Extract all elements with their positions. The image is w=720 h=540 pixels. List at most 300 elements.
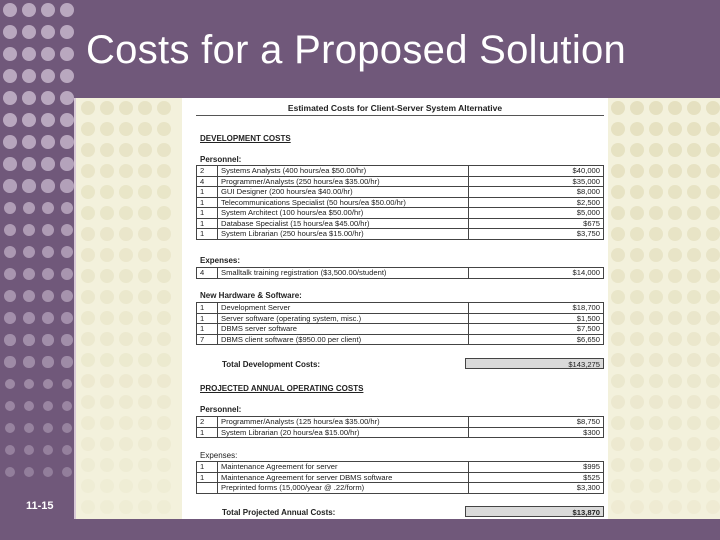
decor-dot: [157, 227, 171, 241]
decor-dot: [668, 416, 682, 430]
decor-dot: [630, 353, 644, 367]
decor-dot: [138, 185, 152, 199]
decor-dot: [60, 69, 74, 83]
cost-row: [197, 166, 604, 177]
decor-dot: [157, 332, 171, 346]
cost-description: Telecommunications Specialist (50 hours/ea $50.00/hr): [218, 197, 469, 208]
decor-dot: [41, 47, 55, 61]
cost-description: System Architect (100 hours/ea $50.00/hr): [218, 208, 469, 219]
decor-dot: [100, 164, 114, 178]
decor-dot: [649, 353, 663, 367]
decor-dot: [42, 290, 54, 302]
decor-dot: [81, 374, 95, 388]
decor-dot: [706, 227, 720, 241]
op-expenses-label: Expenses:: [200, 451, 238, 460]
decor-dot: [649, 101, 663, 115]
cost-qty: 4: [197, 176, 218, 187]
decor-dot: [706, 458, 720, 472]
cost-row: [197, 197, 604, 208]
decor-dot: [3, 179, 16, 192]
decor-dot: [649, 206, 663, 220]
decor-dot: [138, 206, 152, 220]
op-total-value: $13,870: [465, 506, 604, 517]
decor-dot: [81, 122, 95, 136]
decor-dot: [611, 101, 625, 115]
cost-qty: 2: [197, 166, 218, 177]
decor-dot: [668, 311, 682, 325]
decor-dot: [649, 500, 663, 514]
decor-dot: [157, 416, 171, 430]
cost-qty: 2: [197, 417, 218, 428]
decor-dot: [706, 248, 720, 262]
decor-dot: [630, 395, 644, 409]
decor-dot: [138, 479, 152, 493]
cost-row: [197, 187, 604, 198]
cost-qty: [197, 483, 218, 494]
decor-dot: [22, 25, 36, 39]
decor-dot: [630, 101, 644, 115]
decor-dot: [649, 269, 663, 283]
cost-row: [197, 472, 604, 483]
cost-row: [197, 324, 604, 335]
decor-dot: [687, 269, 701, 283]
decor-dot: [61, 356, 72, 367]
cost-qty: 7: [197, 334, 218, 345]
decor-dot: [81, 206, 95, 220]
decor-dot: [5, 467, 15, 477]
cost-description: System Librarian (20 hours/ea $15.00/hr): [218, 427, 469, 438]
decor-dot: [668, 500, 682, 514]
decor-dot: [119, 437, 133, 451]
decor-dot: [687, 227, 701, 241]
decor-dot: [668, 437, 682, 451]
decor-dot: [41, 113, 55, 127]
decor-dot: [119, 143, 133, 157]
decor-dot: [81, 479, 95, 493]
decor-dot: [100, 374, 114, 388]
cost-description: Smalltalk training registration ($3,500.00/student): [218, 268, 469, 279]
decor-dot: [611, 122, 625, 136]
decor-dot: [630, 479, 644, 493]
decor-dot: [81, 332, 95, 346]
decor-dot: [706, 101, 720, 115]
decor-dot: [687, 290, 701, 304]
decor-dot: [687, 311, 701, 325]
decor-dot: [62, 467, 72, 477]
decor-dot: [119, 458, 133, 472]
decor-dot: [81, 311, 95, 325]
decor-dot: [119, 185, 133, 199]
decor-dot: [687, 164, 701, 178]
decor-dot: [100, 122, 114, 136]
decor-dot: [630, 500, 644, 514]
decor-dot: [611, 437, 625, 451]
decor-dot: [4, 290, 16, 302]
decor-dot: [119, 311, 133, 325]
cost-description: DBMS server software: [218, 324, 469, 335]
decor-dot: [3, 47, 17, 61]
decor-dot: [100, 353, 114, 367]
decor-dot: [100, 101, 114, 115]
decor-dot: [706, 416, 720, 430]
decor-dot: [687, 332, 701, 346]
decor-dot: [668, 353, 682, 367]
decor-dot: [649, 248, 663, 262]
decor-dot: [119, 479, 133, 493]
decor-dot: [41, 135, 55, 149]
decor-dot: [41, 157, 54, 170]
cost-qty: 1: [197, 313, 218, 324]
decor-dot: [649, 164, 663, 178]
cost-amount: $675: [469, 218, 604, 229]
decor-dot: [157, 185, 171, 199]
decor-dot: [100, 290, 114, 304]
decor-dot: [157, 101, 171, 115]
decor-dot: [630, 206, 644, 220]
decor-dot: [119, 290, 133, 304]
decor-dot: [157, 311, 171, 325]
decor-dot: [119, 269, 133, 283]
decor-dot: [60, 91, 74, 105]
cost-amount: $5,000: [469, 208, 604, 219]
decor-dot: [119, 248, 133, 262]
decor-dot: [23, 334, 34, 345]
decor-dot: [668, 269, 682, 283]
decor-dot: [611, 164, 625, 178]
decor-dot: [119, 332, 133, 346]
decor-dot: [138, 101, 152, 115]
decor-dot: [138, 500, 152, 514]
decor-dot: [22, 179, 35, 192]
decor-dot: [630, 437, 644, 451]
decor-dot: [100, 479, 114, 493]
cost-row: [197, 427, 604, 438]
cost-description: Maintenance Agreement for server: [218, 462, 469, 473]
decor-dot: [81, 143, 95, 157]
decor-dot: [611, 416, 625, 430]
cost-qty: 1: [197, 472, 218, 483]
divider-line: [74, 98, 76, 519]
decor-dot: [668, 122, 682, 136]
dev-hardware-table: [196, 302, 604, 345]
decor-dot: [630, 143, 644, 157]
decor-dot: [687, 206, 701, 220]
cost-amount: $18,700: [469, 303, 604, 314]
decor-dot: [81, 353, 95, 367]
decor-dot: [706, 269, 720, 283]
decor-dot: [611, 143, 625, 157]
decor-dot: [100, 332, 114, 346]
op-personnel-table: [196, 416, 604, 438]
decor-dot: [119, 416, 133, 430]
decor-dot: [81, 500, 95, 514]
cost-amount: $35,000: [469, 176, 604, 187]
decor-dot: [138, 353, 152, 367]
decor-dot: [687, 248, 701, 262]
decor-dot: [60, 157, 73, 170]
decor-dot: [3, 25, 17, 39]
decor-dot: [630, 458, 644, 472]
decor-dot: [43, 467, 53, 477]
cost-description: System Librarian (250 hours/ea $15.00/hr): [218, 229, 469, 240]
decor-dot: [60, 135, 74, 149]
decor-dot: [60, 25, 74, 39]
decor-dot: [81, 248, 95, 262]
decor-dot: [100, 143, 114, 157]
decor-dot: [3, 3, 17, 17]
cost-document: [182, 98, 608, 519]
cost-qty: 4: [197, 268, 218, 279]
cost-row: [197, 176, 604, 187]
decor-dot: [668, 164, 682, 178]
decor-dot: [687, 416, 701, 430]
document-title: Estimated Costs for Client-Server System Alternative: [287, 103, 503, 113]
decor-dot: [611, 458, 625, 472]
decor-dot: [668, 395, 682, 409]
decor-dot: [3, 157, 16, 170]
decor-dot: [706, 311, 720, 325]
slide-title: Costs for a Proposed Solution: [86, 28, 627, 72]
decor-dot: [22, 91, 36, 105]
decor-dot: [100, 395, 114, 409]
decor-dot: [100, 227, 114, 241]
decor-dot: [668, 290, 682, 304]
decor-dot: [630, 227, 644, 241]
decor-dot: [157, 437, 171, 451]
decor-dot: [4, 334, 15, 345]
decor-dot: [630, 311, 644, 325]
decor-dot: [42, 356, 53, 367]
decor-dot: [668, 458, 682, 472]
decor-dot: [100, 269, 114, 283]
decor-dot: [138, 395, 152, 409]
decor-dot: [138, 311, 152, 325]
decor-dot: [138, 332, 152, 346]
decor-dot: [630, 269, 644, 283]
decor-dot: [22, 3, 36, 17]
decor-dot: [157, 164, 171, 178]
cost-description: DBMS client software ($950.00 per client): [218, 334, 469, 345]
decor-dot: [100, 437, 114, 451]
decor-dot: [687, 479, 701, 493]
op-expenses-table: [196, 461, 604, 494]
cost-row: [197, 417, 604, 428]
cost-qty: 1: [197, 462, 218, 473]
decor-dot: [668, 332, 682, 346]
decor-dot: [100, 500, 114, 514]
decor-dot: [157, 500, 171, 514]
decor-dot: [61, 290, 73, 302]
decor-dot: [119, 206, 133, 220]
decor-dot: [100, 311, 114, 325]
cost-qty: 1: [197, 229, 218, 240]
decor-dot: [611, 185, 625, 199]
decor-dot: [3, 69, 17, 83]
decor-dot: [687, 374, 701, 388]
cost-amount: $8,000: [469, 187, 604, 198]
decor-dot: [668, 248, 682, 262]
decor-dot: [687, 395, 701, 409]
decor-dot: [41, 179, 54, 192]
cost-qty: 1: [197, 218, 218, 229]
decor-dot: [687, 437, 701, 451]
decor-dot: [22, 113, 36, 127]
cost-description: GUI Designer (200 hours/ea $40.00/hr): [218, 187, 469, 198]
decor-dot: [630, 290, 644, 304]
decor-dot: [100, 185, 114, 199]
decor-dot: [157, 206, 171, 220]
decor-dot: [706, 437, 720, 451]
cost-row: [197, 313, 604, 324]
decor-dot: [630, 164, 644, 178]
decor-dot: [649, 395, 663, 409]
decor-dot: [41, 3, 55, 17]
left-beige-strip: [76, 98, 182, 519]
decor-dot: [3, 113, 17, 127]
decor-dot: [157, 269, 171, 283]
cost-amount: $525: [469, 472, 604, 483]
decor-dot: [119, 395, 133, 409]
decor-dot: [60, 113, 74, 127]
decor-dot: [706, 143, 720, 157]
decor-dot: [706, 290, 720, 304]
decor-dot: [706, 374, 720, 388]
decor-dot: [706, 332, 720, 346]
decor-dot: [138, 227, 152, 241]
cost-amount: $8,750: [469, 417, 604, 428]
decor-dot: [61, 334, 72, 345]
cost-amount: $7,500: [469, 324, 604, 335]
decor-dot: [157, 122, 171, 136]
decor-dot: [706, 122, 720, 136]
decor-dot: [81, 290, 95, 304]
cost-qty: 1: [197, 324, 218, 335]
right-beige-strip: [608, 98, 720, 519]
decor-dot: [60, 47, 74, 61]
decor-dot: [22, 47, 36, 61]
decor-dot: [611, 374, 625, 388]
decor-dot: [706, 395, 720, 409]
decor-dot: [4, 312, 16, 324]
dev-total-label: Total Development Costs:: [222, 360, 321, 369]
decor-dot: [138, 290, 152, 304]
decor-dot: [81, 437, 95, 451]
decor-dot: [41, 91, 55, 105]
dev-personnel-table: [196, 165, 604, 240]
decor-dot: [706, 479, 720, 493]
decor-dot: [119, 164, 133, 178]
cost-description: Server software (operating system, misc.): [218, 313, 469, 324]
decor-dot: [611, 311, 625, 325]
decor-dot: [649, 122, 663, 136]
decor-dot: [611, 395, 625, 409]
decor-dot: [119, 101, 133, 115]
decor-dot: [157, 374, 171, 388]
decor-dot: [687, 185, 701, 199]
decor-dot: [649, 416, 663, 430]
cost-row: [197, 208, 604, 219]
decor-dot: [100, 458, 114, 472]
decor-dot: [138, 374, 152, 388]
cost-amount: $3,300: [469, 483, 604, 494]
decor-dot: [668, 101, 682, 115]
cost-amount: $40,000: [469, 166, 604, 177]
decor-dot: [668, 206, 682, 220]
decor-dot: [42, 312, 54, 324]
decor-dot: [687, 500, 701, 514]
decor-dot: [138, 248, 152, 262]
dev-total-value: $143,275: [465, 358, 604, 369]
cost-amount: $14,000: [469, 268, 604, 279]
development-heading: DEVELOPMENT COSTS: [200, 134, 291, 143]
decor-dot: [81, 458, 95, 472]
dev-personnel-label: Personnel:: [200, 155, 242, 164]
decor-dot: [138, 164, 152, 178]
decor-dot: [649, 227, 663, 241]
cost-qty: 1: [197, 427, 218, 438]
decor-dot: [3, 91, 17, 105]
decor-dot: [100, 416, 114, 430]
decor-dot: [687, 143, 701, 157]
decor-dot: [611, 479, 625, 493]
decor-dot: [649, 458, 663, 472]
decor-dot: [611, 227, 625, 241]
decor-dot: [687, 122, 701, 136]
cost-row: [197, 483, 604, 494]
decor-dot: [649, 437, 663, 451]
decor-dot: [157, 143, 171, 157]
decor-dot: [60, 179, 73, 192]
decor-dot: [81, 395, 95, 409]
decor-dot: [81, 164, 95, 178]
decor-dot: [42, 334, 53, 345]
decor-dot: [3, 135, 17, 149]
decor-dot: [668, 143, 682, 157]
op-total-label: Total Projected Annual Costs:: [222, 508, 336, 517]
decor-dot: [649, 143, 663, 157]
decor-dot: [23, 290, 35, 302]
decor-dot: [649, 332, 663, 346]
decor-dot: [138, 269, 152, 283]
decor-dot: [100, 206, 114, 220]
cost-description: Preprinted forms (15,000/year @ .22/form): [218, 483, 469, 494]
title-rule: [196, 115, 604, 116]
decor-dot: [138, 416, 152, 430]
decor-dot: [81, 269, 95, 283]
cost-row: [197, 229, 604, 240]
decor-dot: [668, 227, 682, 241]
cost-description: Maintenance Agreement for server DBMS software: [218, 472, 469, 483]
decor-dot: [157, 353, 171, 367]
decor-dot: [706, 353, 720, 367]
slide-number: 11-15: [26, 500, 54, 512]
decor-dot: [157, 290, 171, 304]
cost-row: [197, 268, 604, 279]
cost-amount: $6,650: [469, 334, 604, 345]
decor-dot: [630, 416, 644, 430]
decor-dot: [649, 311, 663, 325]
decor-dot: [630, 374, 644, 388]
decor-dot: [119, 353, 133, 367]
decor-dot: [630, 185, 644, 199]
cost-amount: $1,500: [469, 313, 604, 324]
decor-dot: [649, 185, 663, 199]
cost-description: Database Specialist (15 hours/ea $45.00/hr): [218, 218, 469, 229]
decor-dot: [630, 332, 644, 346]
decor-dot: [60, 3, 74, 17]
decor-dot: [23, 356, 34, 367]
decor-dot: [138, 143, 152, 157]
